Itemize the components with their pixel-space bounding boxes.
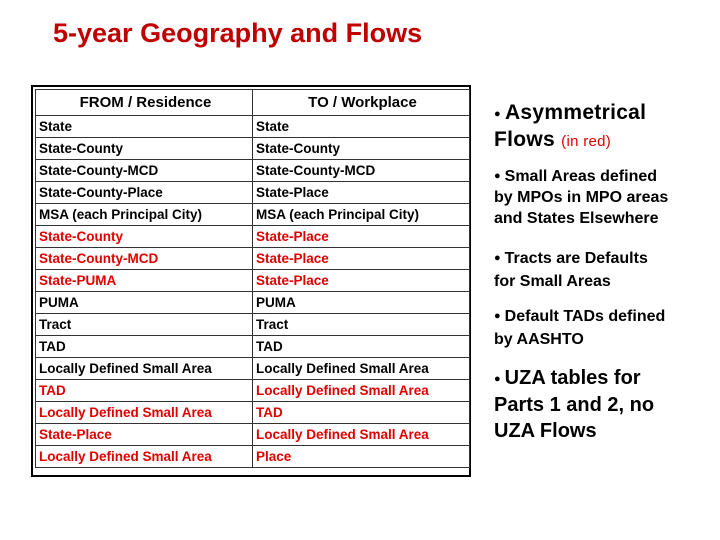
- table-row: [36, 424, 470, 446]
- cell-from-residence: State-County-MCD: [36, 248, 253, 270]
- cell-from-residence: Locally Defined Small Area: [36, 446, 253, 468]
- cell-from-residence: PUMA: [36, 292, 253, 314]
- bullet-text-line: Parts 1 and 2, no: [494, 394, 655, 416]
- table-row: [36, 446, 470, 468]
- header-to-workplace: TO / Workplace: [253, 90, 470, 116]
- cell-from-residence: TAD: [36, 380, 253, 402]
- table-row: [36, 182, 470, 204]
- cell-to-workplace: State-County: [253, 138, 470, 160]
- table-header-row: [36, 90, 470, 116]
- cell-from-residence: Locally Defined Small Area: [36, 402, 253, 424]
- table-row: [36, 248, 470, 270]
- table-row: [36, 270, 470, 292]
- bullet-uza-tables: [494, 365, 654, 444]
- cell-from-residence: State-Place: [36, 424, 253, 446]
- cell-to-workplace: TAD: [253, 336, 470, 358]
- bullet-small-areas: [494, 166, 668, 229]
- cell-from-residence: MSA (each Principal City): [36, 204, 253, 226]
- bullet-text-line: Default TADs defined: [504, 308, 666, 325]
- table-row: [36, 358, 470, 380]
- cell-from-residence: State: [36, 116, 253, 138]
- bullet-dot-icon: ●: [494, 252, 501, 264]
- cell-from-residence: State-County-Place: [36, 182, 253, 204]
- cell-to-workplace: Locally Defined Small Area: [253, 380, 470, 402]
- cell-from-residence: State-County: [36, 226, 253, 248]
- bullet-asymmetrical-flows: [494, 100, 646, 155]
- table-row: [36, 336, 470, 358]
- cell-to-workplace: Locally Defined Small Area: [253, 424, 470, 446]
- bullet-text-line: for Small Areas: [494, 273, 611, 290]
- table-row: [36, 138, 470, 160]
- cell-to-workplace: MSA (each Principal City): [253, 204, 470, 226]
- header-from-residence: FROM / Residence: [36, 90, 253, 116]
- bullet-default-tads: [494, 305, 665, 351]
- cell-to-workplace: State-Place: [253, 270, 470, 292]
- bullet-tracts-defaults: [494, 247, 648, 293]
- bullet-text-line: Small Areas defined: [504, 168, 658, 185]
- cell-from-residence: State-PUMA: [36, 270, 253, 292]
- cell-to-workplace: Place: [253, 446, 470, 468]
- cell-to-workplace: State-Place: [253, 248, 470, 270]
- cell-to-workplace: PUMA: [253, 292, 470, 314]
- bullet-text-line: UZA tables for: [504, 367, 641, 389]
- cell-from-residence: TAD: [36, 336, 253, 358]
- bullet-text-line: by MPOs in MPO areas: [494, 189, 669, 206]
- cell-to-workplace: State-County-MCD: [253, 160, 470, 182]
- cell-to-workplace: Tract: [253, 314, 470, 336]
- cell-to-workplace: State-Place: [253, 226, 470, 248]
- bullet-text-line: Tracts are Defaults: [504, 250, 648, 267]
- bullet-dot-icon: ●: [494, 373, 501, 385]
- cell-from-residence: State-County: [36, 138, 253, 160]
- bullet-dot-icon: ●: [494, 108, 501, 120]
- cell-to-workplace: Locally Defined Small Area: [253, 358, 470, 380]
- bullet-dot-icon: ●: [494, 310, 501, 322]
- bullet-text-line: Asymmetrical: [504, 101, 647, 124]
- cell-from-residence: Tract: [36, 314, 253, 336]
- bullet-text-line: and States Elsewhere: [494, 210, 659, 227]
- table-row: [36, 402, 470, 424]
- cell-from-residence: State-County-MCD: [36, 160, 253, 182]
- table-row: [36, 160, 470, 182]
- table-row: [36, 314, 470, 336]
- table-row: [36, 292, 470, 314]
- bullet-text-line: UZA Flows: [494, 420, 597, 442]
- cell-to-workplace: TAD: [253, 402, 470, 424]
- bullet-text-line: Flows: [494, 128, 556, 151]
- table-row: [36, 226, 470, 248]
- bullet-dot-icon: ●: [494, 170, 501, 182]
- cell-from-residence: Locally Defined Small Area: [36, 358, 253, 380]
- table-row: [36, 116, 470, 138]
- bullet-text-line: by AASHTO: [494, 331, 584, 348]
- geography-flows-table: [31, 85, 471, 477]
- cell-to-workplace: State-Place: [253, 182, 470, 204]
- page-title: 5-year Geography and Flows: [53, 18, 423, 48]
- red-note: (in red): [561, 133, 612, 150]
- cell-to-workplace: State: [253, 116, 470, 138]
- table-row: [36, 380, 470, 402]
- table-row: [36, 204, 470, 226]
